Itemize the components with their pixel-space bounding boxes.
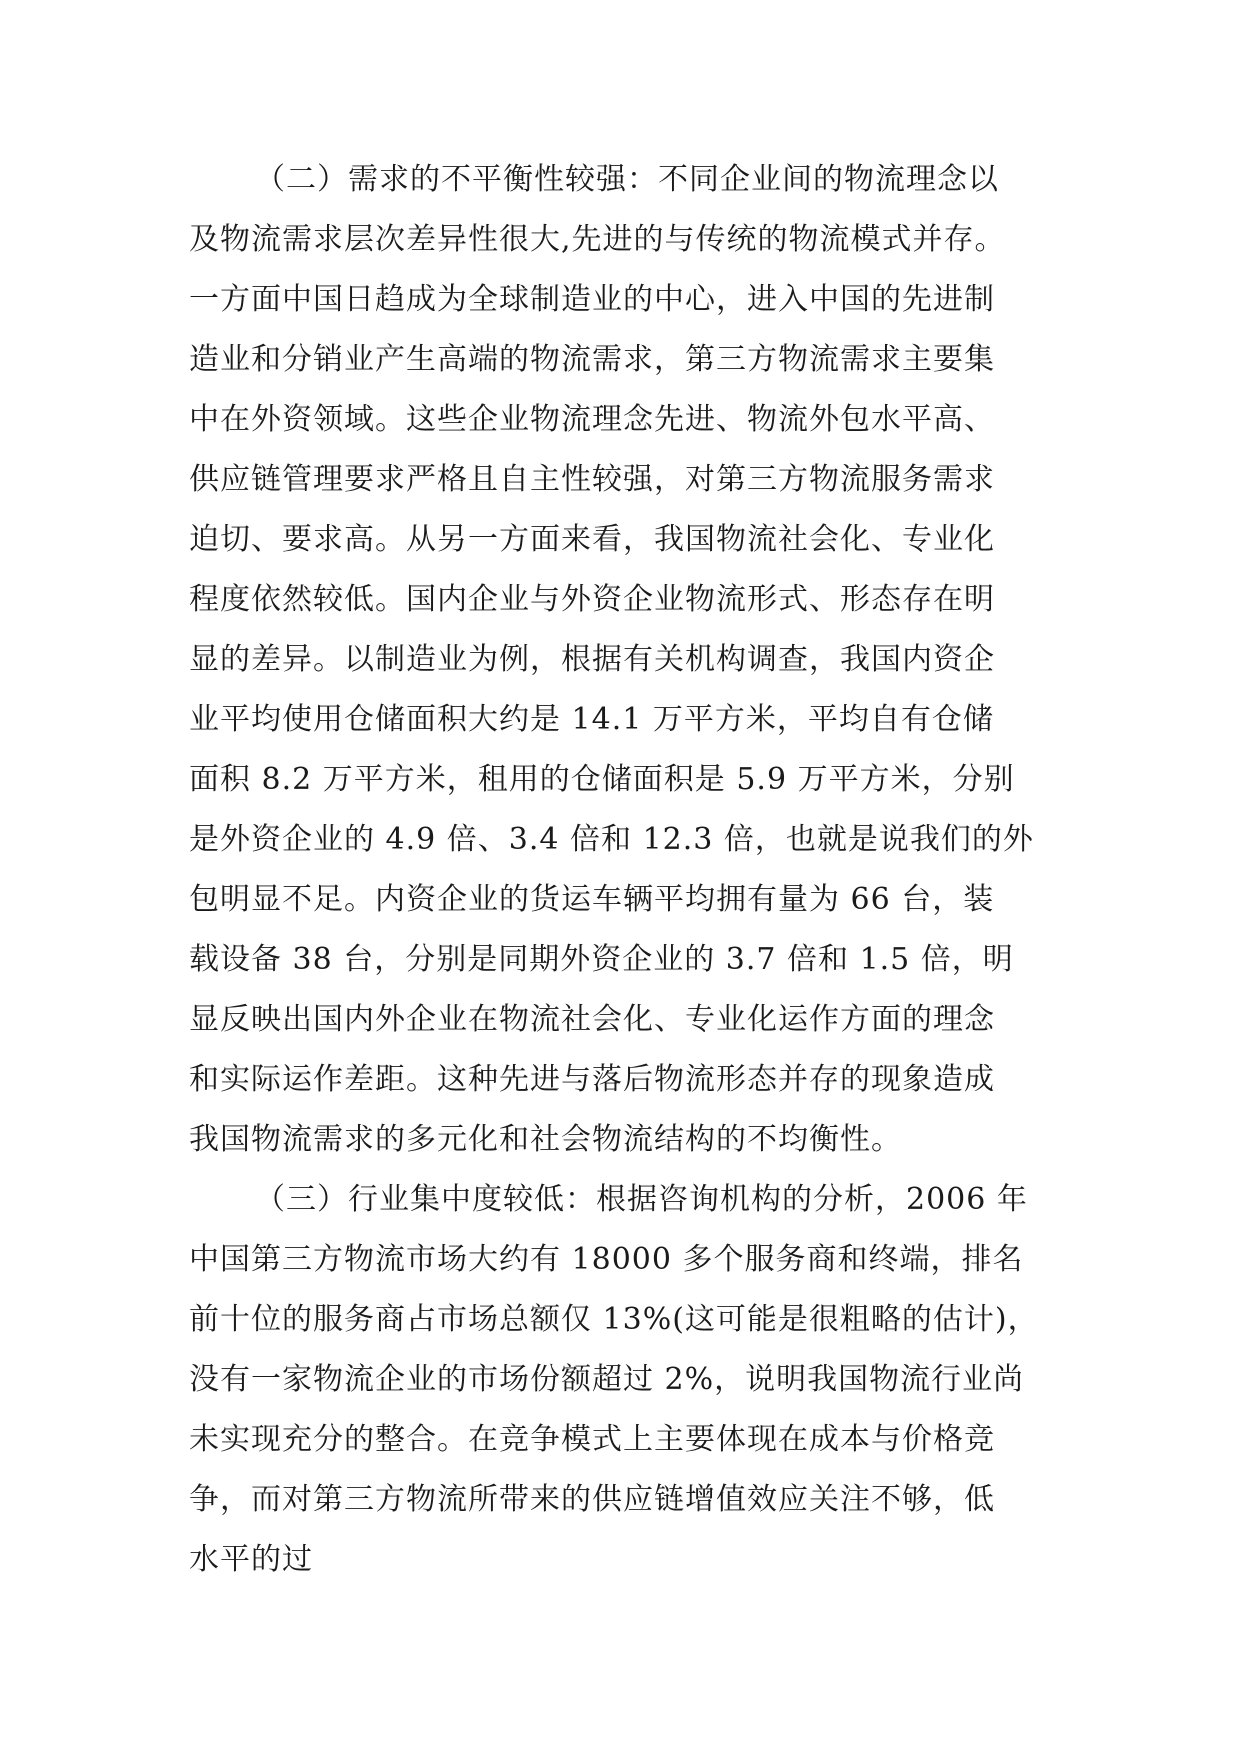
text-line: 显反映出国内外企业在物流社会化、专业化运作方面的理念 — [189, 1002, 995, 1037]
text-line: 业平均使用仓储面积大约是 14.1 万平方米，平均自有仓储 — [189, 702, 994, 737]
text-line: 是外资企业的 4.9 倍、3.4 倍和 12.3 倍，也就是说我们的外 — [189, 822, 1034, 857]
text-line: 包明显不足。内资企业的货运车辆平均拥有量为 66 台，装 — [189, 882, 995, 917]
paragraph-first-line: （二）需求的不平衡性较强：不同企业间的物流理念以 — [255, 162, 999, 197]
text-line: 程度依然较低。国内企业与外资企业物流形式、形态存在明 — [189, 582, 995, 617]
text-line: 载设备 38 台，分别是同期外资企业的 3.7 倍和 1.5 倍，明 — [189, 942, 1014, 977]
text-line: 及物流需求层次差异性很大,先进的与传统的物流模式并存。 — [189, 222, 1006, 257]
text-line: 迫切、要求高。从另一方面来看，我国物流社会化、专业化 — [189, 522, 995, 557]
text-line: 面积 8.2 万平方米，租用的仓储面积是 5.9 万平方米，分别 — [189, 762, 1015, 797]
text-line: 水平的过 — [189, 1542, 313, 1577]
text-line: 一方面中国日趋成为全球制造业的中心，进入中国的先进制 — [189, 282, 995, 317]
text-line: 前十位的服务商占市场总额仅 13%(这可能是很粗略的估计)， — [189, 1302, 1039, 1337]
text-line: 中国第三方物流市场大约有 18000 多个服务商和终端，排名 — [189, 1242, 1024, 1277]
text-line: 造业和分销业产生高端的物流需求，第三方物流需求主要集 — [189, 342, 995, 377]
text-line: 未实现充分的整合。在竞争模式上主要体现在成本与价格竞 — [189, 1422, 995, 1457]
text-line: 没有一家物流企业的市场份额超过 2%，说明我国物流行业尚 — [189, 1362, 1025, 1397]
text-line: 中在外资领域。这些企业物流理念先进、物流外包水平高、 — [189, 402, 995, 437]
text-line: 显的差异。以制造业为例，根据有关机构调查，我国内资企 — [189, 642, 995, 677]
text-line: 争，而对第三方物流所带来的供应链增值效应关注不够，低 — [189, 1482, 995, 1517]
body-text — [189, 150, 1089, 1590]
text-line: 我国物流需求的多元化和社会物流结构的不均衡性。 — [189, 1122, 902, 1157]
text-line: 和实际运作差距。这种先进与落后物流形态并存的现象造成 — [189, 1062, 995, 1097]
paragraph-first-line: （三）行业集中度较低：根据咨询机构的分析，2006 年 — [255, 1182, 1028, 1217]
text-line: 供应链管理要求严格且自主性较强，对第三方物流服务需求 — [189, 462, 995, 497]
